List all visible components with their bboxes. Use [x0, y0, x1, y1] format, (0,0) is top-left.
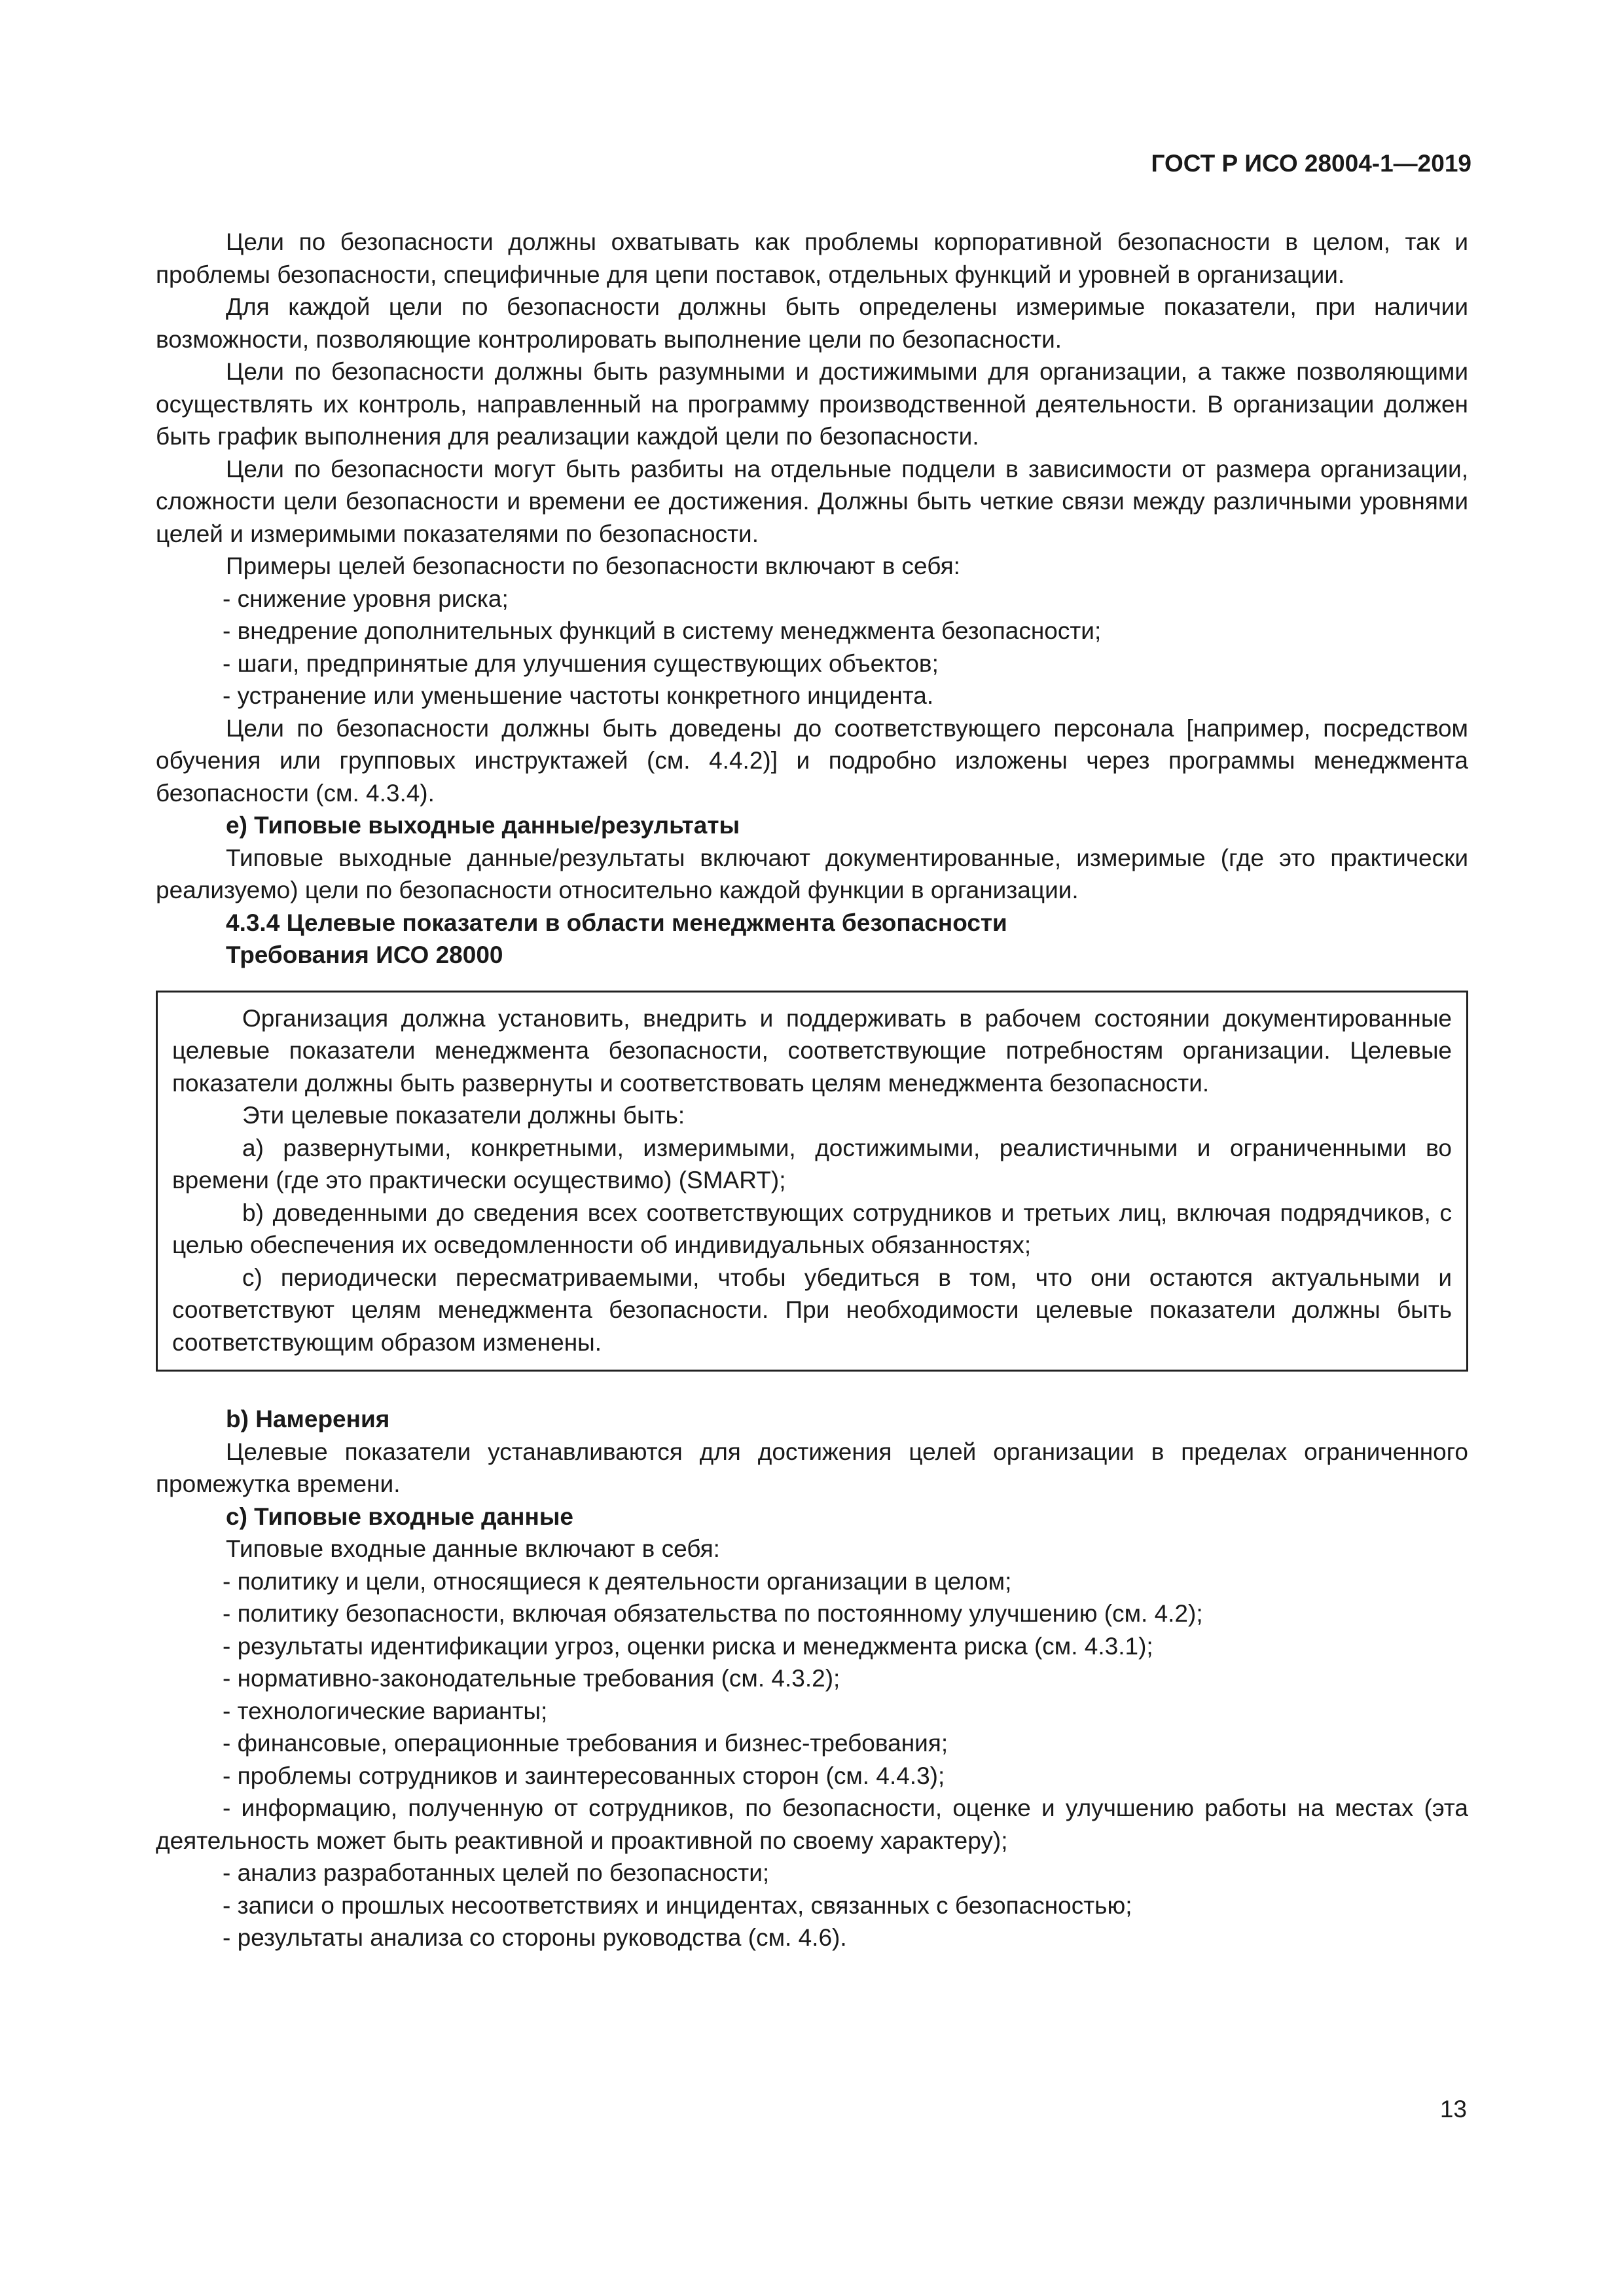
section-heading: e) Типовые выходные данные/результаты — [226, 812, 740, 839]
list-item: - устранение или уменьшение частоты конкретного инцидента. — [223, 682, 934, 709]
paragraph: Типовые входные данные включают в себя: — [226, 1535, 720, 1562]
paragraph: Для каждой цели по безопасности должны быть определены измеримые показатели, при наличии возможности, позволяющие контролировать выполнение цели по безопасности. — [156, 293, 1468, 353]
list-item: - шаги, предпринятые для улучшения существующих объектов; — [223, 649, 939, 677]
paragraph: Цели по безопасности должны быть доведены до соответствующего персонала [например, посредством обучения или групповых инструктажей (см. 4.4.2)] и подробно изложены через программы менеджмента безопасности (см. 4.3.4). — [156, 714, 1468, 807]
list-item: - политику безопасности, включая обязательства по постоянному улучшению (см. 4.2); — [223, 1600, 1203, 1627]
paragraph: Цели по безопасности могут быть разбиты на отдельные подцели в зависимости от размера организации, сложности цели безопасности и времени ее достижения. Должны быть четкие связи между различными уровнями целей и измеримыми показателями по безопасности. — [156, 455, 1468, 547]
page-content — [156, 226, 1468, 1954]
paragraph: Примеры целей безопасности по безопасности включают в себя: — [226, 553, 960, 579]
standard-designation: ГОСТ Р ИСО 28004-1—2019 — [1151, 150, 1471, 177]
paragraph: Цели по безопасности должны охватывать как проблемы корпоративной безопасности в целом, так и проблемы безопасности, специфичные для цепи поставок, отдельных функций и уровней в организации. — [156, 228, 1468, 288]
paragraph: Эти целевые показатели должны быть: — [242, 1102, 685, 1129]
list-item: - нормативно-законодательные требования (см. 4.3.2); — [223, 1665, 840, 1692]
list-item: - проблемы сотрудников и заинтересованных сторон (см. 4.4.3); — [223, 1762, 945, 1789]
list-item: - результаты идентификации угроз, оценки риска и менеджмента риска (см. 4.3.1); — [223, 1632, 1153, 1660]
section-heading: 4.3.4 Целевые показатели в области менеджмента безопасности — [226, 909, 1007, 936]
paragraph: b) доведенными до сведения всех соответствующих сотрудников и третьих лиц, включая подрядчиков, с целью обеспечения их осведомленности об индивидуальных обязанностях; — [172, 1199, 1452, 1258]
list-item: - анализ разработанных целей по безопасности; — [223, 1859, 770, 1886]
paragraph: Цели по безопасности должны быть разумными и достижимыми для организации, а также позволяющими осуществлять их контроль, направленный на программу производственной деятельности. В организации должен быть график выполнения для реализации каждой цели по безопасности. — [156, 358, 1468, 450]
section-heading: c) Типовые входные данные — [226, 1503, 574, 1530]
list-item: - финансовые, операционные требования и бизнес-требования; — [223, 1730, 948, 1757]
list-item: - записи о прошлых несоответствиях и инцидентах, связанных с безопасностью; — [223, 1891, 1132, 1919]
paragraph: Целевые показатели устанавливаются для достижения целей организации в пределах ограниченного промежутка времени. — [156, 1438, 1468, 1497]
paragraph: Типовые выходные данные/результаты включают документированные, измеримые (где это практически реализуемо) цели по безопасности относительно каждой функции в организации. — [156, 844, 1468, 903]
paragraph: Организация должна установить, внедрить и поддерживать в рабочем состоянии документированные целевые показатели менеджмента безопасности, соответствующие потребностям организации. Целевые показатели должны быть развернуты и соответствовать целям менеджмента безопасности. — [172, 1004, 1452, 1097]
list-item: - результаты анализа со стороны руководства (см. 4.6). — [223, 1924, 847, 1951]
paragraph: c) периодически пересматриваемыми, чтобы убедиться в том, что они остаются актуальными и соответствуют целям менеджмента безопасности. При необходимости целевые показатели должны быть соответствующим образом изменены. — [172, 1264, 1452, 1356]
paragraph: a) развернутыми, конкретными, измеримыми, достижимыми, реалистичными и ограниченными во времени (где это практически осуществимо) (SMART); — [172, 1134, 1452, 1194]
list-item: - технологические варианты; — [223, 1697, 548, 1724]
section-before-box — [156, 226, 1468, 972]
list-item: - снижение уровня риска; — [223, 585, 509, 612]
list-item: - информацию, полученную от сотрудников, по безопасности, оценке и улучшению работы на местах (эта деятельность может быть реактивной и проактивной по своему характеру); — [156, 1795, 1468, 1854]
iso-28000-requirements-box — [156, 991, 1468, 1372]
section-after-box — [156, 1403, 1468, 1954]
section-heading: b) Намерения — [226, 1406, 390, 1432]
page-number: 13 — [1439, 2096, 1467, 2123]
list-item: - внедрение дополнительных функций в систему менеджмента безопасности; — [223, 617, 1102, 644]
section-heading: Требования ИСО 28000 — [226, 941, 503, 968]
list-item: - политику и цели, относящиеся к деятельности организации в целом; — [223, 1567, 1012, 1595]
